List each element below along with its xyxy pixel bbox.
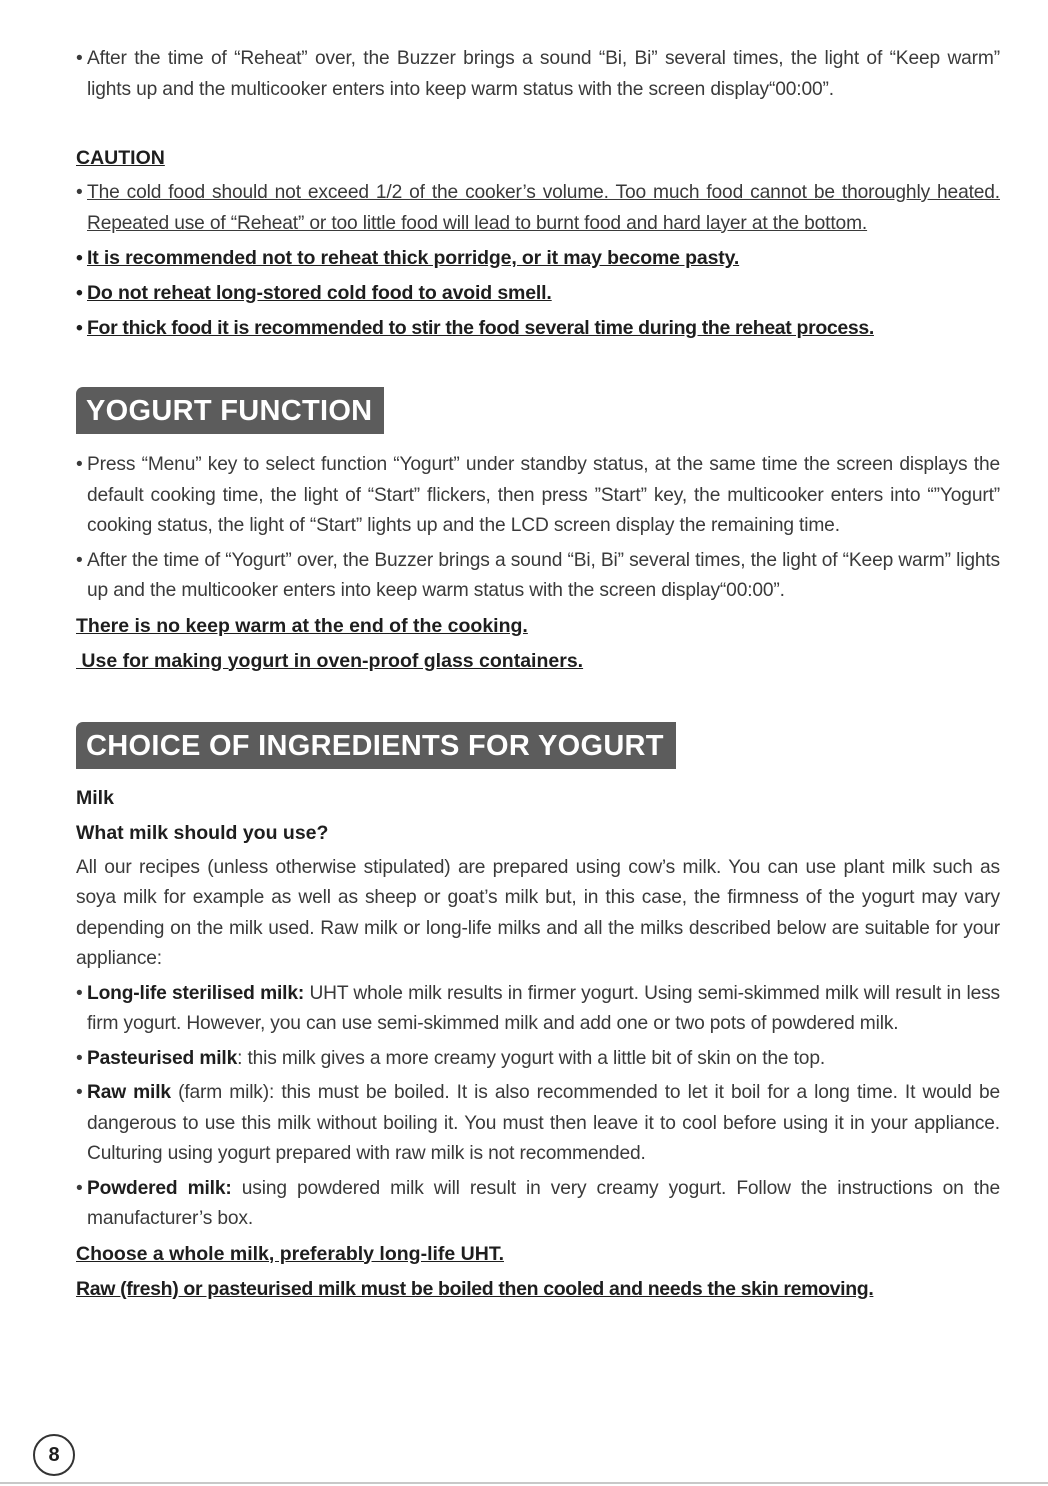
- reheat-bullet: • After the time of “Reheat” over, the Buzzer brings a sound “Bi, Bi” several times, the light of “Keep warm” lights up and the multicooker enters into keep warm status with the screen display“00:00”.: [76, 44, 1000, 105]
- caution-title: CAUTION: [76, 147, 165, 169]
- footer-divider: [0, 1482, 1048, 1484]
- milk-item-raw: [76, 1078, 1000, 1170]
- subhead-which-milk: What milk should you use?: [76, 821, 329, 844]
- section-title-ingredients: CHOICE OF INGREDIENTS FOR YOGURT: [76, 722, 676, 769]
- page-content: [76, 44, 1000, 1309]
- ingredients-note-1: Choose a whole milk, preferably long-life UHT.: [76, 1242, 504, 1265]
- caution-bold-item-2: • Do not reheat long-stored cold food to avoid smell.: [76, 278, 1000, 308]
- caution-bold-item-1: • It is recommended not to reheat thick porridge, or it may become pasty.: [76, 243, 1000, 273]
- milk-item-powdered: [76, 1174, 1000, 1235]
- yogurt-bullet-2: • After the time of “Yogurt” over, the Buzzer brings a sound “Bi, Bi” several times, the light of “Keep warm” lights up and the multicooker enters into keep warm status with the screen display“00:00”.: [76, 546, 1000, 607]
- milk-desc: (farm milk): this must be boiled. It is also recommended to let it boil for a long time. It would be dangerous to use this milk without boiling it. You must then leave it to cool before using it in your appliance. Culturing using yogurt prepared with raw milk is not recommended.: [87, 1082, 1001, 1164]
- ingredients-intro: All our recipes (unless otherwise stipulated) are prepared using cow’s milk. You can use plant milk such as soya milk for example as well as sheep or goat’s milk but, in this case, the firmness of the yogurt may vary depending on the milk used. Raw milk or long-life milks and all the milks described below are suitable for your appliance:: [76, 856, 1000, 969]
- yogurt-note-1: There is no keep warm at the end of the cooking.: [76, 614, 528, 637]
- milk-desc: : this milk gives a more creamy yogurt with a little bit of skin on the top.: [237, 1047, 826, 1069]
- yogurt-bullet-1: • Press “Menu” key to select function “Yogurt” under standby status, at the same time the screen displays the default cooking time, the light of “Start” flickers, then press ”Start” key, the multicooker enters into “”Yogurt” cooking status, the light of “Start” lights up and the LCD screen display the remaining time.: [76, 450, 1000, 542]
- milk-desc: UHT whole milk results in firmer yogurt. Using semi-skimmed milk will result in less firm yogurt. However, you can use semi-skimmed milk and add one or two pots of powdered milk.: [87, 982, 1001, 1034]
- section-title-yogurt-function: YOGURT FUNCTION: [76, 387, 384, 434]
- milk-term: Pasteurised milk: [87, 1047, 238, 1069]
- milk-item-pasteurised: [76, 1044, 1000, 1075]
- milk-term: Raw milk: [87, 1082, 171, 1103]
- milk-item-longlife: [76, 979, 1000, 1040]
- page-number: 8: [33, 1434, 75, 1476]
- caution-item: • The cold food should not exceed 1/2 of the cooker’s volume. Too much food cannot be thoroughly heated. Repeated use of “Reheat” or too little food will lead to burnt food and hard layer at the bottom.: [76, 178, 1000, 239]
- milk-term: Powdered milk:: [87, 1177, 232, 1199]
- milk-term: Long-life sterilised milk:: [87, 982, 305, 1004]
- caution-bold-item-3: • For thick food it is recommended to stir the food several time during the reheat process.: [76, 313, 1000, 343]
- milk-desc: using powdered milk will result in very creamy yogurt. Follow the instructions on the manufacturer’s box.: [87, 1177, 1000, 1229]
- subhead-milk: Milk: [76, 786, 114, 809]
- ingredients-note-2: Raw (fresh) or pasteurised milk must be boiled then cooled and needs the skin removing.: [76, 1277, 874, 1300]
- yogurt-note-2: Use for making yogurt in oven-proof glass containers.: [76, 649, 584, 672]
